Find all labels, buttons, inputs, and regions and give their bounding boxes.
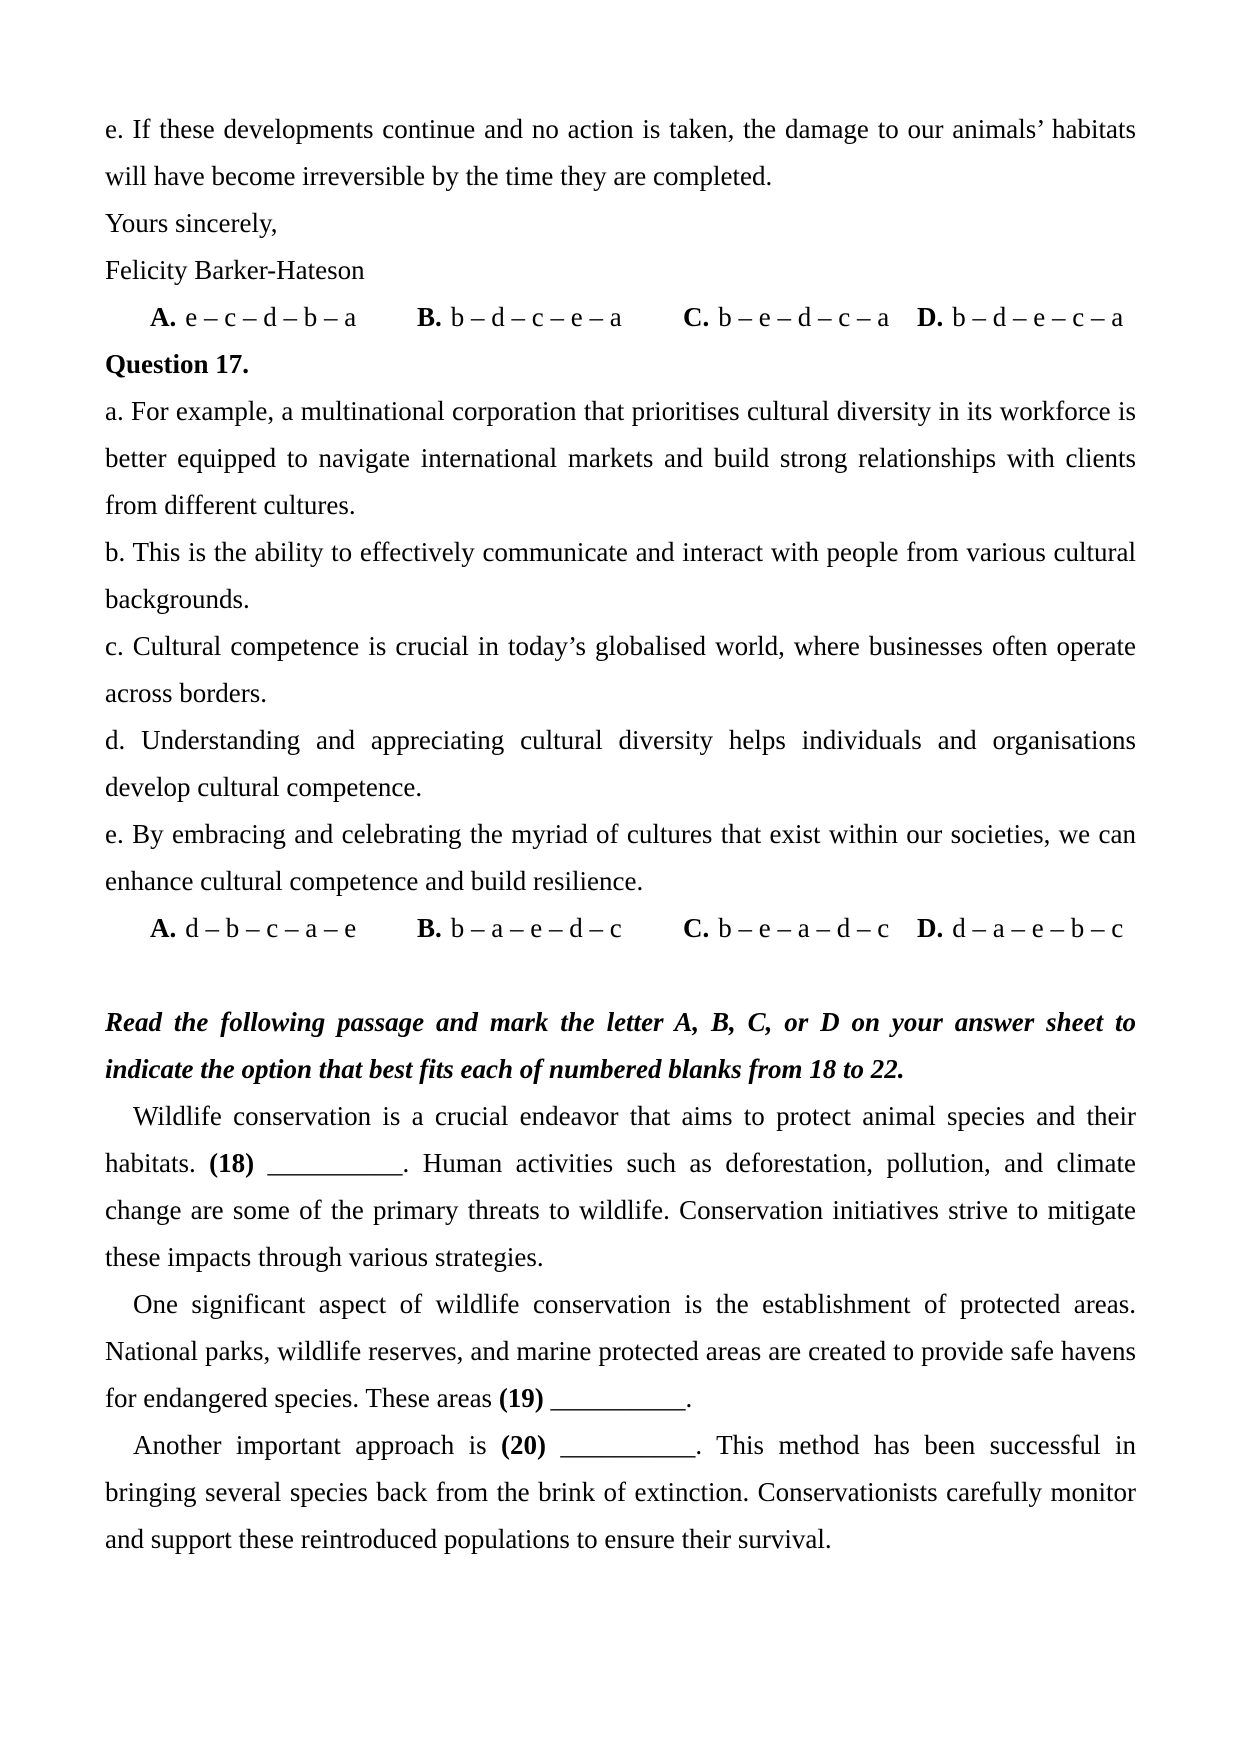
q17-item-a: a. For example, a multinational corporation that prioritises cultural diversity in its workforce is better equipped to navigate international markets and build strong relationships with clients from different cultures. [105,396,1136,520]
q17-option-d [917,905,1136,952]
q17-item-b: b. This is the ability to effectively communicate and interact with people from various cultural backgrounds. [105,537,1136,614]
q16-options-row [105,294,1136,341]
q16-option-a [150,294,417,341]
q16-closing-name: Felicity Barker-Hateson [105,255,365,285]
option-sequence: b – d – e – c – a [952,302,1124,332]
option-letter: C. [683,913,710,943]
option-letter: A. [150,302,177,332]
option-sequence: d – a – e – b – c [952,913,1124,943]
q16-closing-yours: Yours sincerely, [105,208,278,238]
option-letter: A. [150,913,177,943]
q17-options-row [105,905,1136,952]
option-sequence: b – e – d – c – a [718,302,890,332]
option-letter: C. [683,302,710,332]
q17-option-a [150,905,417,952]
option-sequence: b – a – e – d – c [450,913,622,943]
q16-option-b [417,294,683,341]
q17-option-c [683,905,917,952]
option-letter: D. [917,302,944,332]
option-sequence: e – c – d – b – a [185,302,357,332]
option-sequence: b – e – a – d – c [718,913,890,943]
option-sequence: b – d – c – e – a [450,302,622,332]
q16-option-c [683,294,917,341]
reading-instruction: Read the following passage and mark the letter A, B, C, or D on your answer sheet to indicate the option that best fits each of numbered blanks from 18 to 22. [105,1007,1136,1084]
passage-paragraph-2: One significant aspect of wildlife conservation is the establishment of protected areas. National parks, wildlife reserves, and marine protected areas are created to provide safe havens for endangered species. These areas (19) __________. [105,1289,1136,1413]
passage-paragraph-3: Another important approach is (20) __________. This method has been successful in bringing several species back from the brink of extinction. Conservationists carefully monitor and support these reintroduced populations to ensure their survival. [105,1430,1136,1554]
q17-item-e: e. By embracing and celebrating the myriad of cultures that exist within our societies, we can enhance cultural competence and build resilience. [105,819,1136,896]
q17-item-c: c. Cultural competence is crucial in today’s globalised world, where businesses often operate across borders. [105,631,1136,708]
option-letter: B. [417,913,442,943]
q16-option-d [917,294,1136,341]
q17-heading: Question 17. [105,349,250,379]
q16-item-e: e. If these developments continue and no action is taken, the damage to our animals’ habitats will have become irreversible by the time they are completed. [105,114,1136,191]
option-sequence: d – b – c – a – e [185,913,357,943]
passage-paragraph-1: Wildlife conservation is a crucial endeavor that aims to protect animal species and their habitats. (18) __________. Human activities such as deforestation, pollution, and climate change are some of the primary threats to wildlife. Conservation initiatives strive to mitigate these impacts through various strategies. [105,1101,1136,1272]
option-letter: B. [417,302,442,332]
q17-option-b [417,905,683,952]
q17-item-d: d. Understanding and appreciating cultural diversity helps individuals and organisations develop cultural competence. [105,725,1136,802]
option-letter: D. [917,913,944,943]
